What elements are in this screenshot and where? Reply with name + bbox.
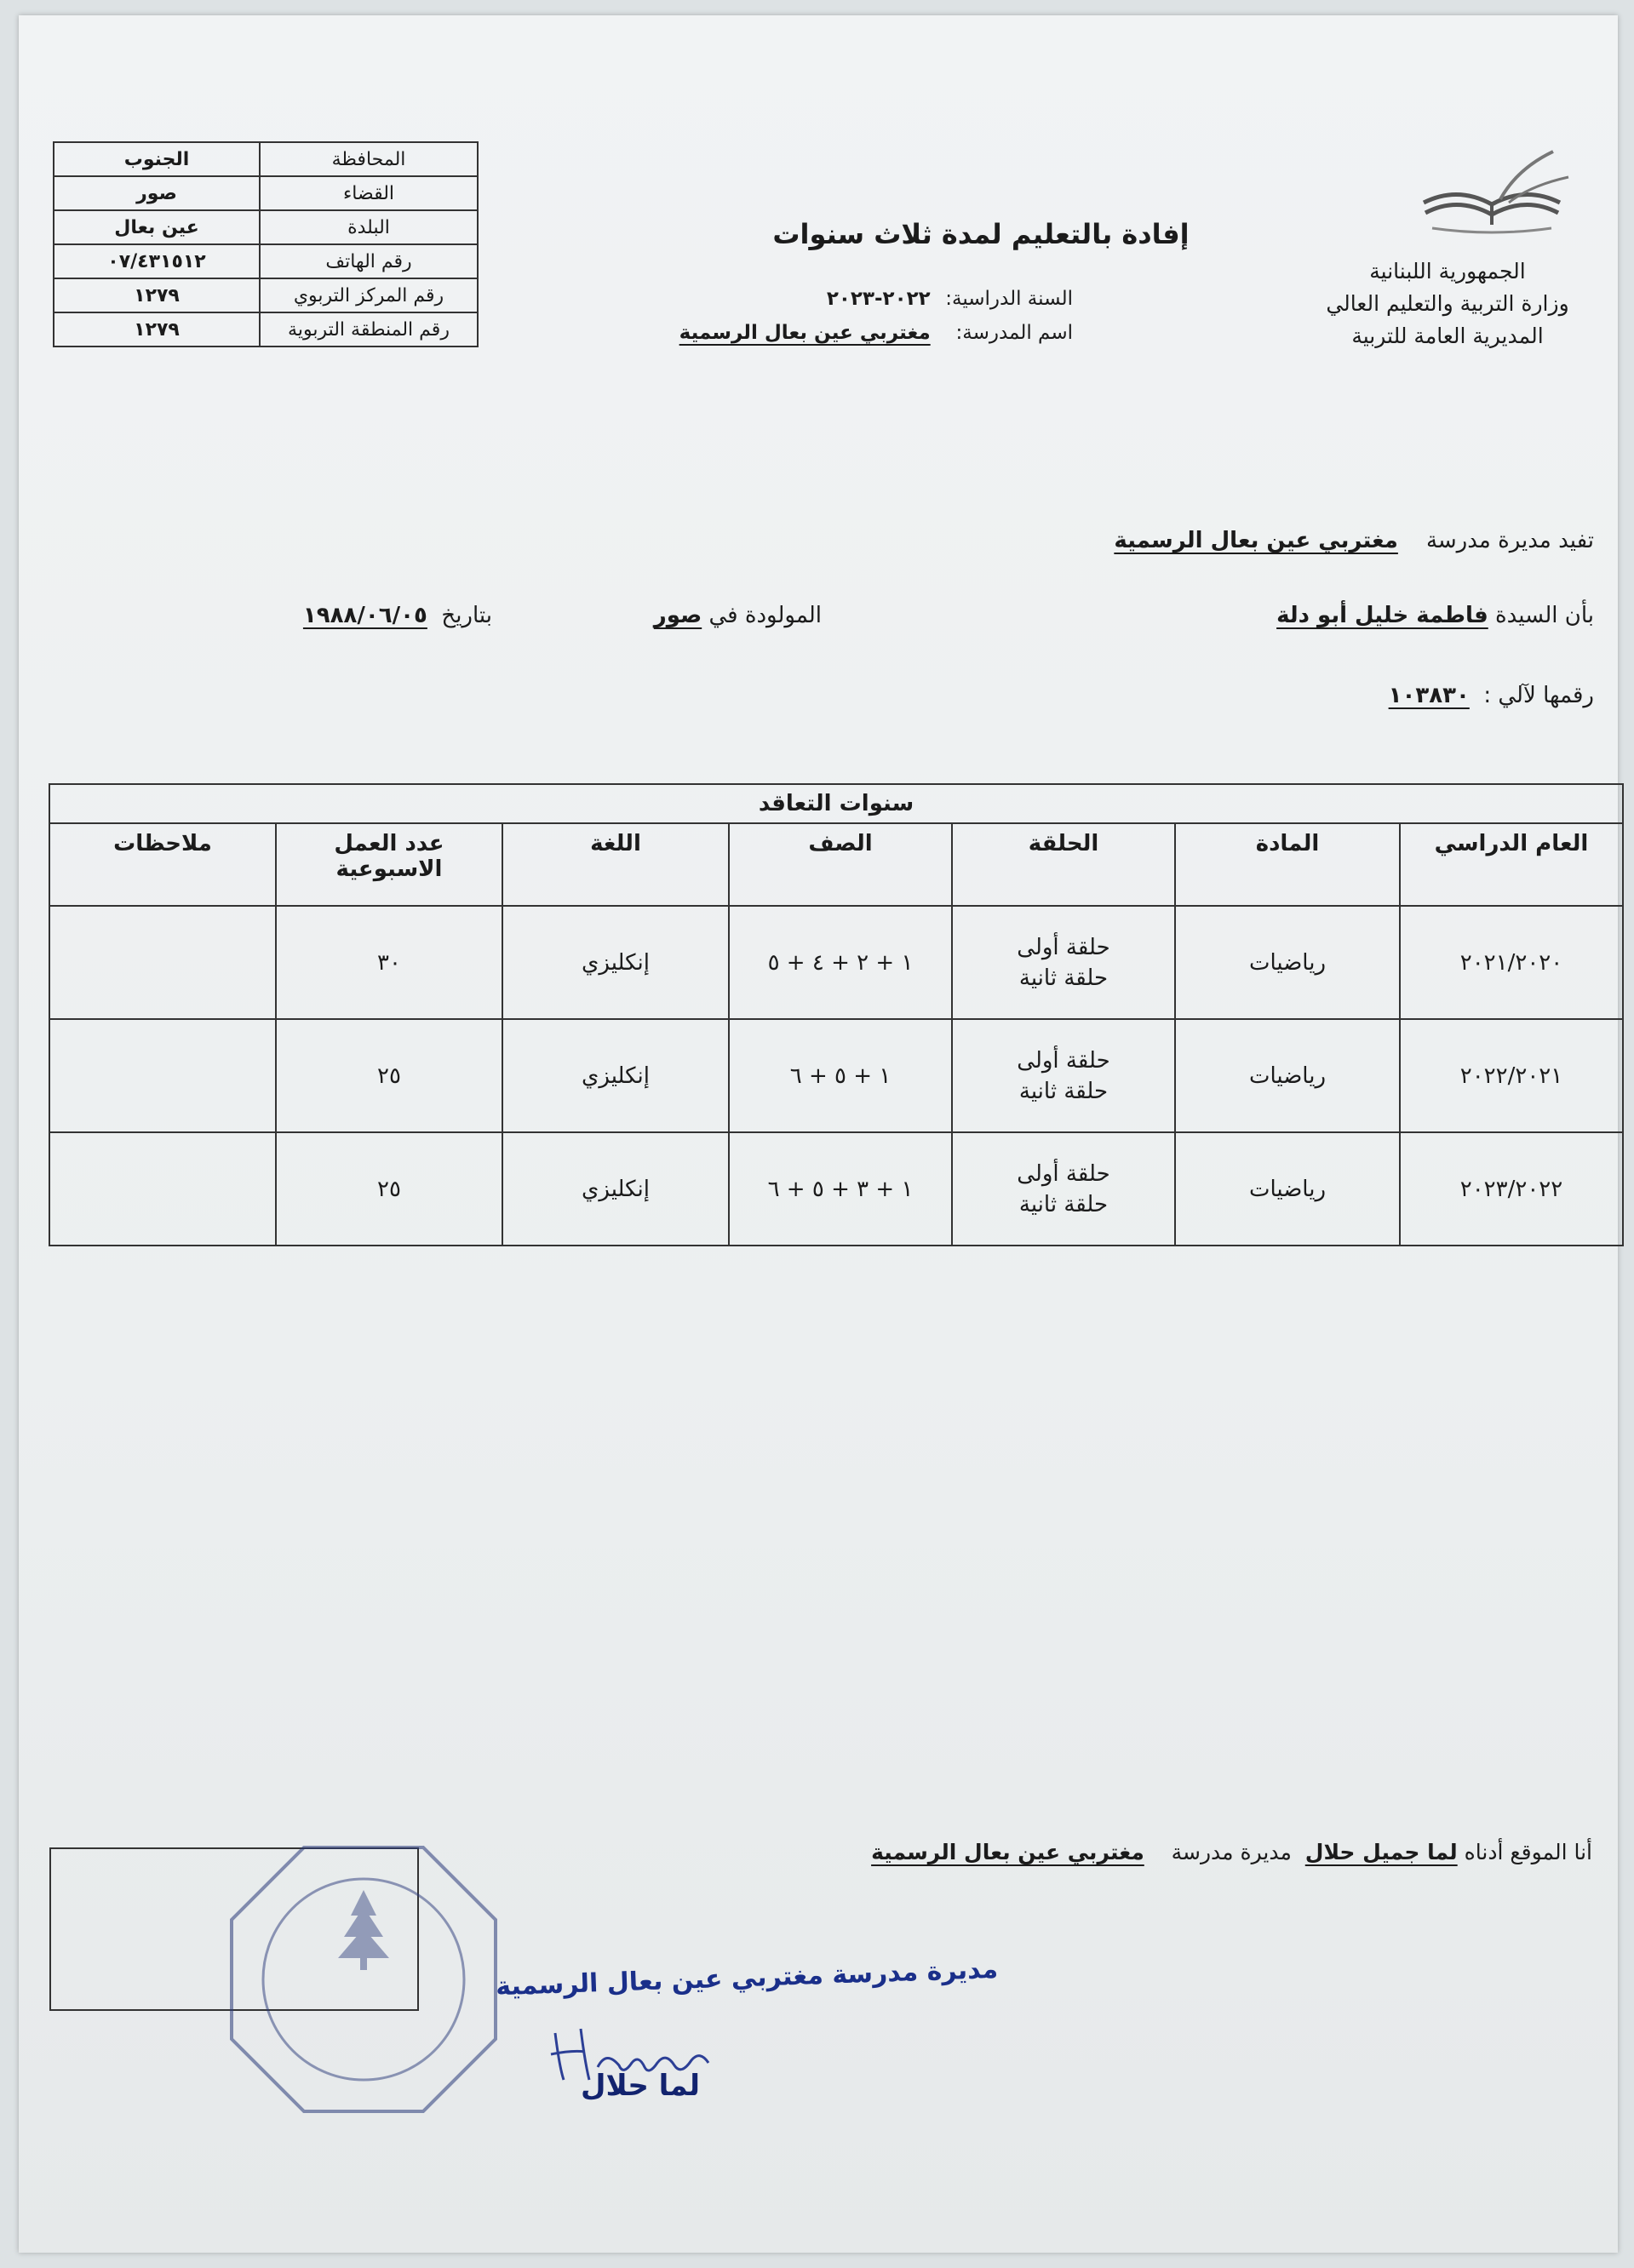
cell-subject: رياضيات	[1175, 1132, 1400, 1246]
signatory-prefix: أنا الموقع أدناه	[1464, 1840, 1592, 1864]
id-number: ١٠٣٨٣٠	[1388, 683, 1470, 708]
info-value: الجنوب	[54, 142, 260, 176]
id-number-label: رقمها لآلي :	[1483, 683, 1594, 708]
cell-weekly-hours: ٢٥	[276, 1132, 502, 1246]
table-caption: سنوات التعاقد	[49, 784, 1623, 823]
school-name-label: اسم المدرسة:	[955, 322, 1073, 344]
directorate-label: المديرية العامة للتربية	[1351, 324, 1544, 348]
ministry-heading	[1303, 255, 1592, 352]
cycle-first: حلقة أولى	[1017, 934, 1110, 960]
cell-academic-year: ٢٠٢٣/٢٠٢٢	[1400, 1132, 1623, 1246]
signatory-name: لما جميل حلال	[1304, 1840, 1458, 1864]
document-page	[19, 15, 1618, 2253]
header-academic-year: العام الدراسي	[1400, 823, 1623, 906]
certify-school: مغتربي عين بعال الرسمية	[1114, 528, 1398, 553]
info-row	[54, 176, 478, 210]
info-value: ١٢٧٩	[54, 278, 260, 312]
ministry-label: وزارة التربية والتعليم العالي	[1326, 291, 1569, 316]
born-label: المولودة في	[708, 603, 822, 628]
table-row	[49, 906, 1623, 1019]
signatory-school: مغتربي عين بعال الرسمية	[871, 1840, 1144, 1864]
cell-subject: رياضيات	[1175, 1019, 1400, 1132]
header-subject: المادة	[1175, 823, 1400, 906]
document-title: إفادة بالتعليم لمدة ثلاث سنوات	[772, 218, 1190, 250]
cell-cycle	[952, 1019, 1175, 1132]
cell-grade: ١ + ٥ + ٦	[729, 1019, 952, 1132]
official-stamp-icon	[215, 1830, 513, 2128]
cell-grade: ١ + ٢ + ٤ + ٥	[729, 906, 952, 1019]
info-label: رقم المركز التربوي	[260, 278, 478, 312]
academic-year-label: السنة الدراسية:	[945, 288, 1073, 310]
location-info-table	[53, 141, 479, 347]
cell-cycle	[952, 1132, 1175, 1246]
cycle-second: حلقة ثانية	[1018, 965, 1109, 991]
cycle-second: حلقة ثانية	[1018, 1078, 1109, 1104]
school-name-value: مغتربي عين بعال الرسمية	[679, 322, 931, 344]
ministry-logo-icon	[1407, 143, 1577, 254]
certify-prefix: تفيد مديرة مدرسة	[1425, 528, 1594, 553]
cell-weekly-hours: ٣٠	[276, 906, 502, 1019]
table-row	[49, 1019, 1623, 1132]
cell-grade: ١ + ٣ + ٥ + ٦	[729, 1132, 952, 1246]
certify-line	[1114, 528, 1594, 553]
cycle-first: حلقة أولى	[1017, 1160, 1110, 1187]
cell-notes	[49, 1132, 276, 1246]
academic-year-line	[827, 288, 1073, 310]
teacher-prefix: بأن السيدة	[1495, 603, 1594, 628]
stamp-text: مديرة مدرسة مغتربي عين بعال الرسمية	[495, 1954, 999, 2002]
info-label: المحافظة	[260, 142, 478, 176]
header-weekly-hours-line1: عدد العمل	[334, 831, 444, 856]
header-language: اللغة	[502, 823, 729, 906]
date-label: بتاريخ	[441, 603, 492, 628]
academic-year-value: ٢٠٢٢-٢٠٢٣	[826, 288, 931, 310]
cycle-second: حلقة ثانية	[1018, 1191, 1109, 1217]
header-notes: ملاحظات	[49, 823, 276, 906]
info-label: رقم الهاتف	[260, 244, 478, 278]
cell-weekly-hours: ٢٥	[276, 1019, 502, 1132]
birthplace-group	[654, 603, 822, 628]
header-weekly-hours-line2: الاسبوعية	[335, 856, 443, 882]
cell-cycle	[952, 906, 1175, 1019]
cell-academic-year: ٢٠٢١/٢٠٢٠	[1400, 906, 1623, 1019]
cell-academic-year: ٢٠٢٢/٢٠٢١	[1400, 1019, 1623, 1132]
id-number-line	[1389, 683, 1594, 708]
header-cycle: الحلقة	[952, 823, 1175, 906]
school-name-line	[679, 322, 1073, 344]
cell-language: إنكليزي	[502, 1132, 729, 1246]
info-value: ١٢٧٩	[54, 312, 260, 346]
info-value: صور	[54, 176, 260, 210]
cell-notes	[49, 1019, 276, 1132]
header-weekly-hours	[276, 823, 502, 906]
cell-subject: رياضيات	[1175, 906, 1400, 1019]
birthdate-group	[303, 603, 492, 628]
cell-language: إنكليزي	[502, 1019, 729, 1132]
stamp-signatory-name: لما حلال	[581, 2069, 700, 2103]
contract-years-table	[49, 783, 1624, 1246]
teacher-name-line	[1276, 603, 1594, 628]
header-grade: الصف	[729, 823, 952, 906]
cell-notes	[49, 906, 276, 1019]
info-row	[54, 244, 478, 278]
info-row	[54, 142, 478, 176]
birthdate: ١٩٨٨/٠٦/٠٥	[302, 603, 427, 628]
signatory-role: مديرة مدرسة	[1171, 1840, 1292, 1864]
cell-language: إنكليزي	[502, 906, 729, 1019]
table-row	[49, 1132, 1623, 1246]
cycle-first: حلقة أولى	[1017, 1047, 1110, 1074]
birthplace: صور	[653, 603, 702, 628]
info-row	[54, 210, 478, 244]
info-value: ٠٧/٤٣١٥١٢	[54, 244, 260, 278]
signatory-line	[871, 1840, 1592, 1864]
teacher-name: فاطمة خليل أبو دلة	[1276, 603, 1488, 628]
info-label: القضاء	[260, 176, 478, 210]
info-label: البلدة	[260, 210, 478, 244]
info-row	[54, 312, 478, 346]
republic-label: الجمهورية اللبنانية	[1369, 259, 1526, 284]
info-row	[54, 278, 478, 312]
info-value: عين بعال	[54, 210, 260, 244]
info-label: رقم المنطقة التربوية	[260, 312, 478, 346]
